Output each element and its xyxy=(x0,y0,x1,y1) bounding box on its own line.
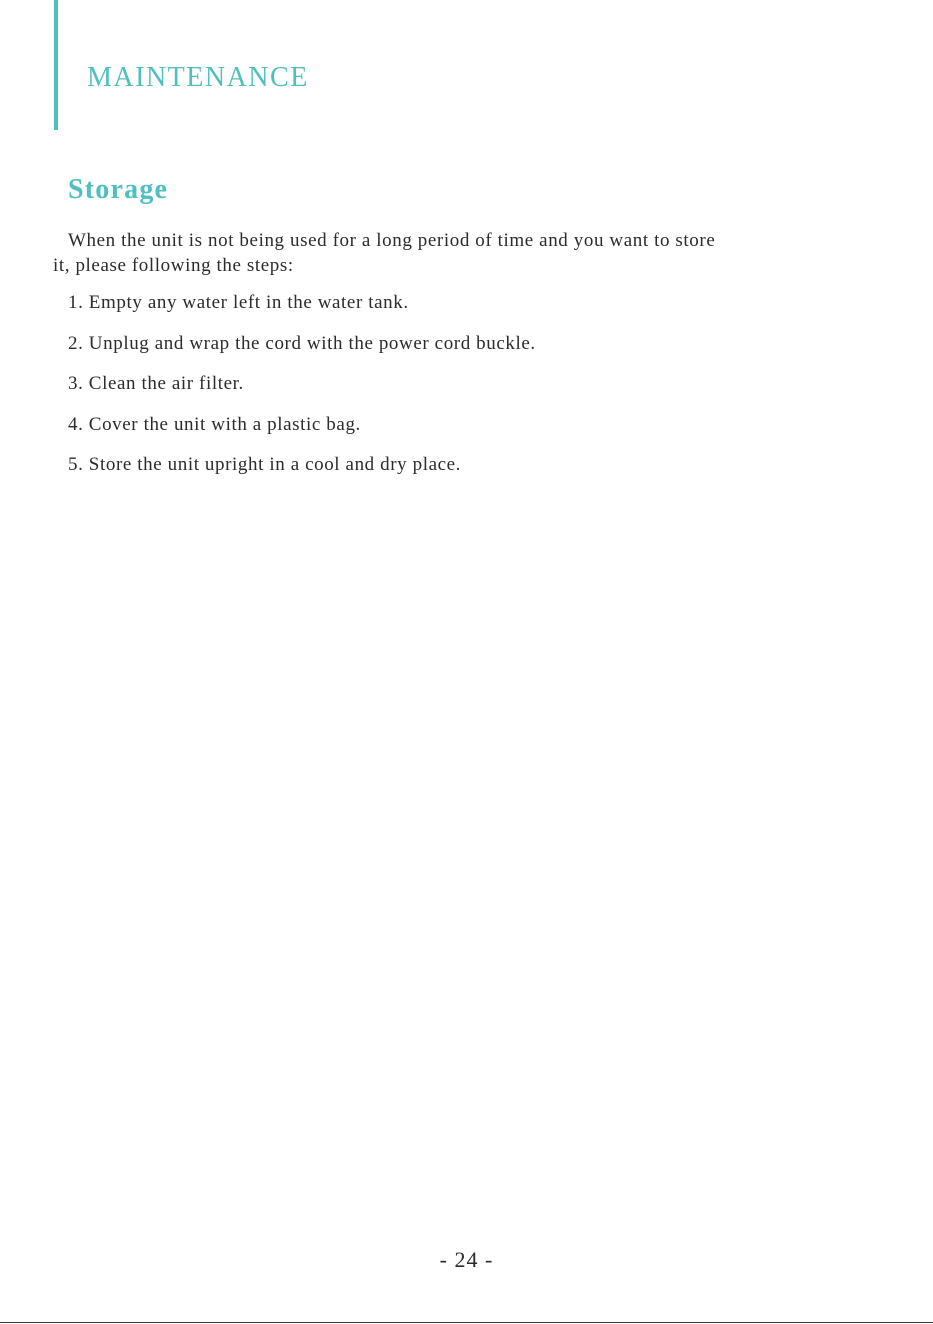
intro-line-2: it, please following the steps: xyxy=(53,255,294,276)
step-item: 5. Store the unit upright in a cool and dry place. xyxy=(68,454,462,475)
storage-steps-list xyxy=(68,290,536,493)
step-item: 3. Clean the air filter. xyxy=(68,373,244,394)
step-item: 2. Unplug and wrap the cord with the power cord buckle. xyxy=(68,332,536,354)
step-item: 4. Cover the unit with a plastic bag. xyxy=(68,413,361,435)
intro-line-1: When the unit is not being used for a long period of time and you want to store xyxy=(68,230,716,251)
section-title: MAINTENANCE xyxy=(87,62,309,93)
storage-subtitle: Storage xyxy=(68,174,169,205)
step-item: 1. Empty any water left in the water tank. xyxy=(68,292,409,313)
bottom-divider xyxy=(0,1322,933,1323)
page-number: - 24 - xyxy=(439,1247,494,1272)
accent-bar xyxy=(54,0,58,130)
intro-paragraph xyxy=(53,228,848,278)
